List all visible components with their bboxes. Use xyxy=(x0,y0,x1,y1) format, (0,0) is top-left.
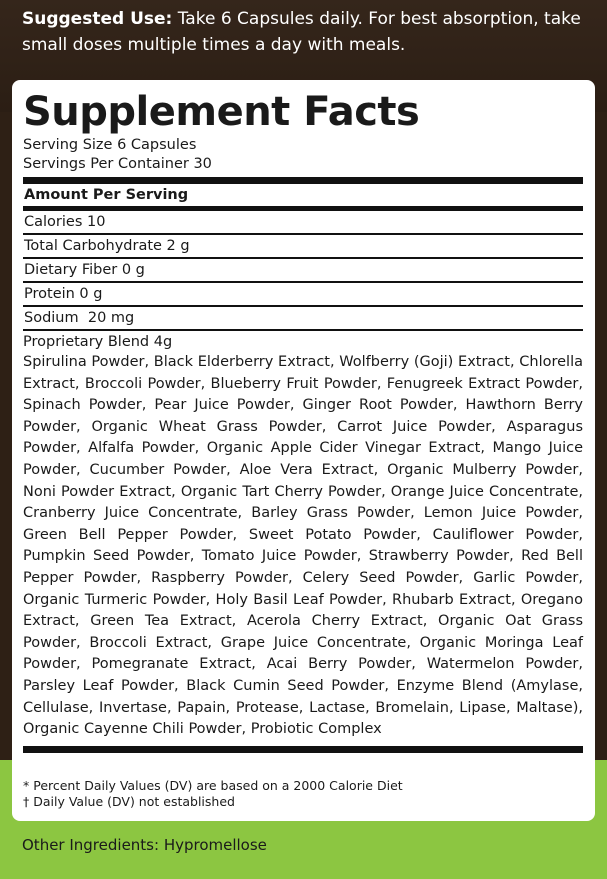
bottom-thick-divider xyxy=(23,746,583,753)
servings-per-container: Servings Per Container 30 xyxy=(23,156,212,172)
other-ingredients: Other Ingredients: Hypromellose xyxy=(22,836,267,854)
thick-divider xyxy=(23,177,583,184)
footnote-daily-values: * Percent Daily Values (DV) are based on a 2000 Calorie Diet xyxy=(23,778,403,793)
amount-per-serving: Amount Per Serving xyxy=(23,184,583,208)
supplement-facts xyxy=(23,88,583,753)
nutrient-row-sodium: Sodium 20 mg xyxy=(23,307,583,331)
proprietary-blend-ingredients: Spirulina Powder, Black Elderberry Extract, Wolfberry (Goji) Extract, Chlorella Extract, Broccoli Powder, Blueberry Fruit Powder, Fenugreek Extract Powder, Spinach Powder, Pear Juice Powder, Ginger Root Powder, Hawthorn Berry Powder, Organic Wheat Grass Powder, Carrot Juice Powder, Asparagus Powder, Alfalfa Powder, Organic Apple Cider Vinegar Extract, Mango Juice Powder, Cucumber Powder, Aloe Vera Extract, Organic Mulberry Powder, Noni Powder Extract, Organic Tart Cherry Powder, Orange Juice Concentrate, Cranberry Juice Concentrate, Barley Grass Powder, Lemon Juice Powder, Green Bell Pepper Powder, Sweet Potato Powder, Cauliflower Powder, Pumpkin Seed Powder, Tomato Juice Powder, Strawberry Powder, Red Bell Pepper Powder, Raspberry Powder, Celery Seed Powder, Garlic Powder, Organic Turmeric Powder, Holy Basil Leaf Powder, Rhubarb Extract, Oregano Extract, Green Tea Extract, Acerola Cherry Extract, Organic Oat Grass Powder, Broccoli Extract, Grape Juice Concentrate, Organic Moringa Leaf Powder, Pomegranate Extract, Acai Berry Powder, Watermelon Powder, Parsley Leaf Powder, Black Cumin Seed Powder, Enzyme Blend (Amylase, Cellulase, Invertase, Papain, Protease, Lactase, Bromelain, Lipase, Maltase), Organic Cayenne Chili Powder, Probiotic Complex xyxy=(23,354,583,738)
proprietary-blend-title: Proprietary Blend 4g xyxy=(23,334,173,350)
footnotes xyxy=(23,778,583,810)
suggested-use xyxy=(22,6,592,58)
footnote-not-established: † Daily Value (DV) not established xyxy=(23,794,235,809)
facts-title: Supplement Facts xyxy=(23,89,420,135)
nutrient-row-carbohydrate: Total Carbohydrate 2 g xyxy=(23,235,583,259)
nutrient-row-calories: Calories 10 xyxy=(23,211,583,235)
suggested-use-text: Take 6 Capsules daily. For best absorption, take small doses multiple times a day with meals. xyxy=(22,9,581,55)
nutrient-row-fiber: Dietary Fiber 0 g xyxy=(23,259,583,283)
serving-size: Serving Size 6 Capsules xyxy=(23,137,197,153)
suggested-use-label: Suggested Use: xyxy=(22,9,173,29)
nutrient-row-protein: Protein 0 g xyxy=(23,283,583,307)
